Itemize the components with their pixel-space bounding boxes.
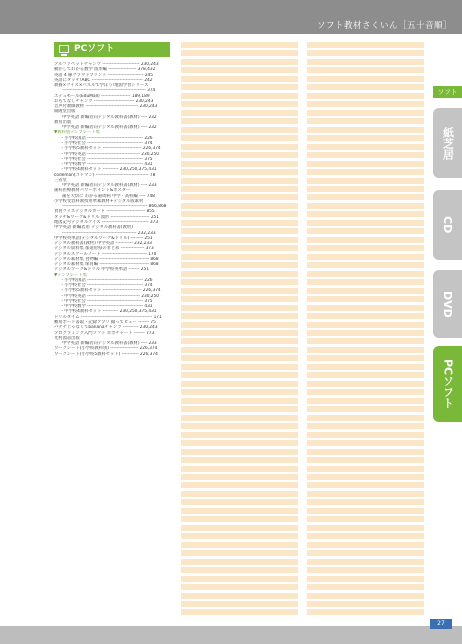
- empty-row: [307, 288, 424, 294]
- empty-row: [181, 525, 298, 531]
- index-entry: デジタル教科書(教材) 中学英語 ----------- 232,233: [54, 241, 152, 247]
- index-entry: 英語にタッチ!ABC --------------------------------- 242: [54, 77, 153, 83]
- empty-row: [181, 389, 298, 395]
- index-entry: プログラミング入門ソフト ロボチャート ------- 773: [54, 330, 155, 336]
- empty-row: [307, 482, 424, 488]
- index-entry: デジタル素材集 保育編 -------------------------------- 868: [54, 262, 159, 268]
- index-entry: 歯を大切に わかる歯周病 中学・高校編 ---- 748: [62, 193, 155, 199]
- index-entry: おもてなしチャンツ -------------------------- 230,243: [54, 98, 154, 104]
- empty-row: [307, 593, 424, 599]
- index-entry: 小学校受容科教授用準素教材+デジタル版素材: [54, 198, 144, 204]
- empty-row: [307, 567, 424, 573]
- empty-row: [307, 474, 424, 480]
- empty-row: [181, 313, 298, 319]
- index-entry: 音声付教師教材 ---------------------------------- 230,243: [54, 104, 158, 110]
- empty-row: [181, 127, 298, 133]
- empty-row: [181, 288, 298, 294]
- index-entry: 中学英語 新編者向デジタル教科書(教材) ---- 233: [62, 183, 157, 189]
- empty-row: [307, 178, 424, 184]
- index-entry: ▼教科別テンプレート集: [54, 130, 100, 136]
- empty-row: [181, 508, 298, 514]
- section-header: [54, 42, 170, 57]
- empty-row: [307, 330, 424, 336]
- index-entry: 中学英語 新編者向デジタル教科書(教材) ---- 232: [62, 125, 157, 131]
- empty-column-2: [307, 42, 424, 618]
- empty-row: [181, 423, 298, 429]
- empty-row: [307, 203, 424, 209]
- empty-row: [307, 576, 424, 582]
- empty-row: [181, 237, 298, 243]
- empty-row: [307, 584, 424, 590]
- empty-row: [307, 533, 424, 539]
- empty-row: [181, 245, 298, 251]
- index-entry: ▼テンプレート集: [54, 272, 87, 278]
- empty-row: [307, 508, 424, 514]
- empty-row: [181, 609, 298, 615]
- empty-row: [307, 499, 424, 505]
- empty-row: [307, 127, 424, 133]
- empty-column-1: [181, 42, 298, 618]
- empty-row: [181, 178, 298, 184]
- index-entry: アルファベットチャンツ ------------------------ 230,243: [54, 62, 159, 67]
- empty-row: [307, 59, 424, 65]
- empty-row: [307, 338, 424, 344]
- index-entry: ・中学校数学 ------------------------------------ 431: [60, 162, 153, 168]
- empty-row: [181, 305, 298, 311]
- empty-row: [181, 381, 298, 387]
- empty-row: [307, 279, 424, 285]
- index-entry: デジタルワーク&ドリル 中学校英単語 ------- 251: [54, 267, 149, 273]
- empty-row: [307, 525, 424, 531]
- empty-row: [307, 423, 424, 429]
- empty-row: [307, 101, 424, 107]
- empty-row: [181, 491, 298, 497]
- empty-row: [181, 118, 298, 124]
- empty-row: [307, 305, 424, 311]
- empty-row: [307, 491, 424, 497]
- index-entry: 中学英語 新編者用 デジタル教科書(教材): [54, 225, 133, 231]
- empty-row: [307, 220, 424, 226]
- empty-row: [307, 144, 424, 150]
- empty-row: [181, 550, 298, 556]
- empty-row: [181, 211, 298, 217]
- index-entry: バナナじゃなくてbananaチャンツ ---------- 230,243: [54, 325, 158, 331]
- empty-row: [307, 211, 424, 217]
- empty-row: [181, 144, 298, 150]
- index-entry: タッチ&ワーク&ドリル 図形 ------------------------- 251: [54, 214, 160, 220]
- index-entry: ------------------------------------------------------- 866,868: [62, 204, 167, 210]
- index-entry: エデュモール(EduMall) ------------------- 189,189: [54, 93, 150, 99]
- tab-label-software: ソフト: [433, 86, 462, 98]
- empty-row: [307, 601, 424, 607]
- empty-row: [181, 322, 298, 328]
- index-entry: デジタル資料集 都道府県のまとめ --------------- 373: [54, 246, 154, 252]
- empty-row: [181, 67, 298, 73]
- empty-row: [307, 372, 424, 378]
- empty-row: [307, 542, 424, 548]
- tab-2[interactable]: DVD: [433, 270, 462, 338]
- empty-row: [181, 457, 298, 463]
- index-entry: ・中学校社会 ------------------------------------ 375: [60, 298, 153, 304]
- index-entry: 中学英語 新編者向デジタル教科書(教材) ---- 232: [62, 114, 157, 120]
- tab-0[interactable]: 紙芝居: [433, 108, 462, 178]
- index-entry: デジタルスクールノート ----------------------------- 170: [54, 251, 157, 257]
- empty-row: [181, 279, 298, 285]
- empty-row: [307, 347, 424, 353]
- empty-row: [181, 262, 298, 268]
- empty-row: [181, 372, 298, 378]
- index-entry: デジタル素材集 食物編 -------------------------------- 868: [54, 256, 159, 262]
- index-entry: 開隆堂出版: [54, 109, 76, 115]
- index-entry: ・中学校社会 ------------------------------------ 375: [60, 156, 153, 162]
- index-entry: ------------------------------------------------------ 374: [62, 88, 156, 94]
- index-entry: ・小学校社会 ------------------------------------ 374: [60, 283, 153, 289]
- empty-row: [307, 432, 424, 438]
- index-entry: ・小学校社会 ------------------------------------ 374: [60, 140, 153, 146]
- empty-row: [307, 67, 424, 73]
- empty-row: [307, 313, 424, 319]
- empty-row: [307, 440, 424, 446]
- empty-row: [181, 474, 298, 480]
- empty-row: [181, 559, 298, 565]
- header-bar: [0, 0, 462, 34]
- index-entry: ドリルタイム ---------------------------------------------- 171: [54, 314, 162, 320]
- index-entry: 教養×クイズ×パズルで学ぼう!地図学習シリーズ: [54, 83, 149, 89]
- empty-row: [307, 449, 424, 455]
- index-entry: 中学英語 新編者向デジタル教科書(教材) ---- 233: [62, 341, 157, 347]
- index-entry: 難易ボード書取・記録アプリ 撮ってビュー ------- 75: [54, 320, 156, 326]
- empty-row: [181, 499, 298, 505]
- empty-row: [181, 101, 298, 107]
- empty-row: [181, 228, 298, 234]
- index-entry: ・中学校英語 ---------------------------------- 230,250: [60, 151, 159, 157]
- empty-row: [181, 364, 298, 370]
- empty-row: [307, 169, 424, 175]
- empty-row: [307, 415, 424, 421]
- empty-row: [307, 271, 424, 277]
- index-entry: ・中学校4教科セット ---------- 230,250,375,431: [60, 167, 157, 173]
- index-entry: ・小学校国語 ------------------------------------ 226: [60, 135, 153, 141]
- index-entry: 地図記号デジタルクイズ ------------------------------ 373: [54, 219, 159, 225]
- empty-row: [307, 194, 424, 200]
- footer-bar: [0, 626, 462, 644]
- empty-row: [181, 533, 298, 539]
- empty-row: [181, 466, 298, 472]
- empty-row: [181, 347, 298, 353]
- empty-row: [181, 338, 298, 344]
- empty-row: [181, 482, 298, 488]
- empty-row: [181, 593, 298, 599]
- empty-row: [181, 220, 298, 226]
- page-title: ソフト教材さくいん［五十音順］: [316, 21, 452, 31]
- empty-row: [307, 186, 424, 192]
- empty-row: [307, 76, 424, 82]
- empty-row: [307, 389, 424, 395]
- empty-row: [307, 406, 424, 412]
- empty-row: [307, 152, 424, 158]
- empty-row: [181, 93, 298, 99]
- empty-row: [181, 432, 298, 438]
- empty-row: [181, 152, 298, 158]
- empty-row: [307, 381, 424, 387]
- empty-row: [307, 110, 424, 116]
- index-entry: ・小学校5教科セット ------------------------- 226,374: [60, 288, 161, 294]
- index-entry: ・小学校国語 ------------------------------------ 226: [60, 277, 153, 283]
- index-entry: ------------------------------------------------ 232,233: [62, 230, 156, 236]
- empty-row: [181, 398, 298, 404]
- index-entry: ・中学校英語 ---------------------------------- 230,250: [60, 293, 159, 299]
- empty-row: [307, 457, 424, 463]
- empty-row: [181, 296, 298, 302]
- page-number: 27: [430, 619, 452, 629]
- index-entry: ・中学校数学 ------------------------------------ 431: [60, 304, 153, 310]
- empty-row: [181, 355, 298, 361]
- tab-3[interactable]: PCソフト: [433, 346, 462, 422]
- empty-row: [181, 415, 298, 421]
- tab-1[interactable]: CD: [433, 190, 462, 260]
- empty-row: [307, 559, 424, 565]
- empty-row: [307, 609, 424, 615]
- empty-row: [307, 118, 424, 124]
- empty-row: [307, 93, 424, 99]
- empty-row: [181, 567, 298, 573]
- empty-row: [181, 576, 298, 582]
- empty-row: [307, 84, 424, 90]
- empty-row: [181, 584, 298, 590]
- index-entry: ・中学校4教科セット ---------- 230,250,375,431: [60, 309, 157, 315]
- empty-row: [307, 322, 424, 328]
- empty-row: [181, 161, 298, 167]
- empty-row: [307, 228, 424, 234]
- index-entry: ・小学校5教科セット ------------------------- 226,374: [60, 146, 161, 152]
- index-entry: 教育出版: [54, 119, 72, 125]
- empty-row: [181, 59, 298, 65]
- empty-row: [307, 161, 424, 167]
- computer-icon: [59, 45, 69, 53]
- empty-row: [307, 398, 424, 404]
- index-entry: 光村図書出版: [54, 335, 80, 341]
- empty-row: [181, 449, 298, 455]
- index-entry: 動かしてわかる数学 図形編 ------------------ 378,432: [54, 67, 156, 73]
- empty-row: [307, 42, 424, 48]
- empty-row: [307, 135, 424, 141]
- empty-row: [181, 330, 298, 336]
- index-entry: 中学校英単語(デジタルワーク&ドリル) -------- 251: [54, 235, 153, 241]
- empty-row: [181, 84, 298, 90]
- index-entries: [54, 62, 172, 357]
- empty-row: [181, 601, 298, 607]
- empty-row: [307, 550, 424, 556]
- empty-row: [181, 135, 298, 141]
- empty-row: [307, 262, 424, 268]
- empty-row: [307, 245, 424, 251]
- empty-row: [181, 169, 298, 175]
- empty-row: [181, 440, 298, 446]
- empty-row: [181, 194, 298, 200]
- empty-row: [307, 296, 424, 302]
- empty-row: [181, 42, 298, 48]
- empty-row: [181, 110, 298, 116]
- empty-row: [307, 516, 424, 522]
- empty-row: [181, 203, 298, 209]
- empty-row: [181, 406, 298, 412]
- empty-row: [181, 254, 298, 260]
- empty-row: [181, 516, 298, 522]
- index-entry: ワークシート(小学校教科別) ------------------ 226,374: [54, 346, 158, 352]
- empty-row: [181, 271, 298, 277]
- empty-row: [307, 466, 424, 472]
- empty-row: [181, 542, 298, 548]
- empty-row: [307, 237, 424, 243]
- empty-row: [181, 186, 298, 192]
- index-entry: 歯科医療教材パワーポイント&ポスター: [54, 188, 131, 194]
- empty-row: [181, 76, 298, 82]
- index-entry: codeman(コドマン) ---------------------------------- 78: [54, 172, 156, 178]
- index-entry: 食育クイズデジタルカード ------------------------- 855: [54, 209, 155, 215]
- empty-row: [307, 254, 424, 260]
- empty-row: [307, 364, 424, 370]
- empty-row: [307, 50, 424, 56]
- index-entry: 三省堂: [54, 177, 67, 183]
- index-entry: 英語 4 線クラウドプリント ----------------------- 245: [54, 72, 154, 78]
- index-entry: ワークシート(小学校5教科セット) ----------- 226,374: [54, 351, 158, 357]
- section-title: PCソフト: [74, 44, 115, 54]
- empty-row: [181, 50, 298, 56]
- empty-row: [307, 355, 424, 361]
